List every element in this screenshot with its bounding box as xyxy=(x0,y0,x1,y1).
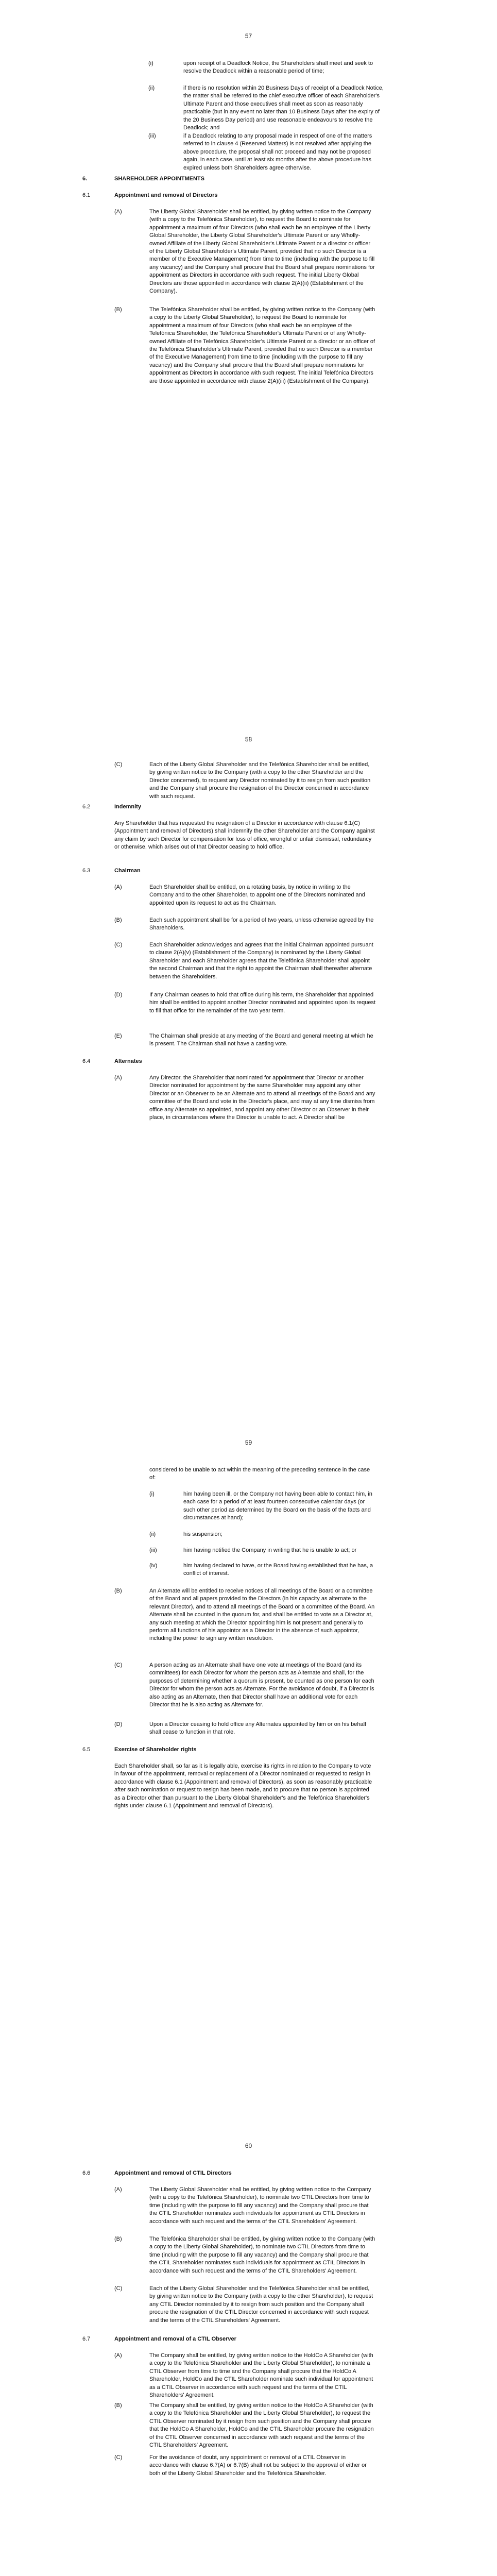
item-label: (iii) xyxy=(148,133,156,139)
clause-text: Any Shareholder that has requested the resignation of a Director in accordance with clause 6.1(C) (Appointment and removal of Directors) shall indemnify the other Shareholder and the Company against any claim by such Director for compensation for loss of office, wrongful or unfair dismissal, redundancy or otherwise, which arises out of that Director ceasing to hold office. xyxy=(114,820,375,851)
clause-label: (B) xyxy=(114,2236,122,2242)
clause-number: 6.6 xyxy=(82,2170,91,2176)
item-label: (iv) xyxy=(149,1563,158,1569)
clause-label: (A) xyxy=(114,209,122,215)
clause-title: Indemnity xyxy=(114,804,141,810)
clause-label: (C) xyxy=(114,761,123,768)
item-label: (iii) xyxy=(149,1547,157,1553)
clause-label: (C) xyxy=(114,2285,123,2292)
clause-number: 6.2 xyxy=(82,804,91,810)
item-text: him having notified the Company in writing that he is unable to act; or xyxy=(183,1547,357,1553)
item-label: (i) xyxy=(148,60,153,66)
clause-text: considered to be unable to act within the meaning of the preceding sentence in the case of: xyxy=(149,1467,370,1481)
clause-text: The Chairman shall preside at any meeting of the Board and general meeting at which he is present. The Chairman shall not have a casting vote. xyxy=(149,1033,373,1047)
clause-title: Appointment and removal of CTIL Directors xyxy=(114,2170,232,2176)
clause-number: 6.1 xyxy=(82,192,91,198)
clause-title: Exercise of Shareholder rights xyxy=(114,1747,197,1753)
clause-title: Appointment and removal of a CTIL Observer xyxy=(114,2336,236,2342)
clause-label: (A) xyxy=(114,2352,122,2359)
item-label: (ii) xyxy=(149,1531,156,1537)
clause-text: Each of the Liberty Global Shareholder and the Telefónica Shareholder shall be entitled, by giving written notice to the Company (with a copy to the other Shareholder and the Director concerned), to request any Director nominated by it to resign from such position and the Company shall procure the resignation of the Director concerned in accordance with such request. xyxy=(149,761,371,800)
page-58 xyxy=(0,703,497,1406)
clause-label: (C) xyxy=(114,1662,123,1668)
clause-text: An Alternate will be entitled to receive notices of all meetings of the Board or a committee of the Board and all papers provided to the Directors (in his capacity as alternate to the relevant Director), and to attend all meetings of the Board or a committee of the Board. An Alternate shall be counted in the quorum for, and shall be entitled to vote as a Director at, any such meeting at which the Director appointing him is not present and generally to perform all functions of his appointor as a Director in the absence of such appointor, including the power to sign any written resolution. xyxy=(149,1588,375,1642)
clause-label: (B) xyxy=(114,1588,122,1594)
page-number: 60 xyxy=(245,2142,252,2149)
clause-number: 6.5 xyxy=(82,1747,91,1753)
clause-label: (B) xyxy=(114,917,122,923)
section-number: 6. xyxy=(82,176,88,182)
clause-text: The Company shall be entitled, by giving written notice to the HoldCo A Shareholder (with a copy to the Telefónica Shareholder and the Liberty Global Shareholder), to nominate a CTIL Observer from time to time and the Company shall procure that the HoldCo A Shareholder, HoldCo and the CTIL Shareholder nominate such individual for appointment as a CTIL Observer in accordance with such request and the terms of the CTIL Shareholders' Agreement. xyxy=(149,2352,373,2399)
clause-text: Any Director, the Shareholder that nominated for appointment that Director or another Director nominated for appointment by the same Shareholder may appoint any other Director or an Observer to be an Alternate and to attend all meetings of the Board and any committee of the Board and vote in the Director's place, and may at any time dismiss from office any Alternate so appointed, and appoint any other Director or an Observer in their place, in circumstances where the Director is unable to act. A Director shall be xyxy=(149,1075,375,1121)
clause-label: (E) xyxy=(114,1033,122,1039)
page-number: 59 xyxy=(245,1439,252,1446)
item-label: (i) xyxy=(149,1491,155,1497)
clause-label: (B) xyxy=(114,2402,122,2409)
item-text: upon receipt of a Deadlock Notice, the Shareholders shall meet and seek to resolve the Deadlock within a reasonable period of time; xyxy=(183,60,373,75)
clause-number: 6.7 xyxy=(82,2336,91,2342)
item-text: his suspension; xyxy=(183,1531,222,1537)
clause-text: Upon a Director ceasing to hold office any Alternates appointed by him or on his behalf shall cease to function in that role. xyxy=(149,1721,367,1736)
clause-label: (B) xyxy=(114,307,122,313)
clause-text: The Company shall be entitled, by giving written notice to the HoldCo A Shareholder (with a copy to the Telefónica Shareholder and the Liberty Global Shareholder), to request the CTIL Observer nominated by it resign from such position and the Company shall procure that the HoldCo A Shareholder, HoldCo and the CTIL Shareholder procure the resignation of the CTIL Observer concerned in accordance with such request and the terms of the CTIL Shareholders' Agreement. xyxy=(149,2402,374,2449)
page-60 xyxy=(0,2110,497,2576)
clause-text: Each Shareholder shall, so far as it is legally able, exercise its rights in relation to the Company to vote in favour of the appointment, removal or replacement of a Director nominated or requested to resign in accordance with clause 6.1 (Appointment and removal of Directors), as soon as reasonably practicable after such nomination or request to resign has been made, and to procure that no person is appointed as a Director other than pursuant to the Liberty Global Shareholder's and the Telefónica Shareholder's rights under clause 6.1 (Appointment and removal of Directors). xyxy=(114,1763,372,1809)
clause-label: (A) xyxy=(114,2187,122,2193)
clause-text: A person acting as an Alternate shall have one vote at meetings of the Board (and its committees) for each Director for whom the person acts as Alternate and shall, for the purposes of determining whether a quorum is present, be counted as one person for each Director for whom the person acts as Alternate. For the avoidance of doubt, if a Director is also acting as an Alternate, then that Director shall have an additional vote for each Director that he is also acting as Alternate for. xyxy=(149,1662,374,1708)
clause-label: (A) xyxy=(114,1075,122,1081)
clause-text: The Liberty Global Shareholder shall be entitled, by giving written notice to the Company (with a copy to the Telefónica Shareholder), to nominate two CTIL Directors from time to time (including with the purpose to fill any vacancy) and the Company shall procure that the CTIL Shareholder nominates such individuals for appointment as CTIL Directors in accordance with such request and the terms of the CTIL Shareholders' Agreement. xyxy=(149,2187,371,2225)
page-number: 58 xyxy=(245,736,252,743)
item-text: him having been ill, or the Company not having been able to contact him, in each case for a period of at least fourteen consecutive calendar days (or such other period as determined by the Board on the basis of the facts and circumstances at hand); xyxy=(183,1491,372,1521)
item-label: (ii) xyxy=(148,85,155,91)
clause-text: Each Shareholder shall be entitled, on a rotating basis, by notice in writing to the Company and to the other Shareholder, to appoint one of the Directors nominated and appointed upon its request to act as the Chairman. xyxy=(149,884,365,906)
page-59 xyxy=(0,1406,497,2110)
clause-text: Each Shareholder acknowledges and agrees that the initial Chairman appointed pursuant to clause 2(A)(v) (Establishment of the Company) is nominated by the Liberty Global Shareholder and each Shareholder agrees that the Telefónica Shareholder shall appoint the second Chairman and that the right to appoint the Chairman shall thereafter alternate between the Shareholders. xyxy=(149,942,373,980)
clause-text: If any Chairman ceases to hold that office during his term, the Shareholder that appointed him shall be entitled to appoint another Director nominated and appointed upon its request to fill that office for the remainder of the two year term. xyxy=(149,992,376,1014)
clause-label: (C) xyxy=(114,2454,123,2461)
item-text: him having declared to have, or the Board having established that he has, a conflict of interest. xyxy=(183,1563,373,1577)
clause-title: Appointment and removal of Directors xyxy=(114,192,218,198)
page-number: 57 xyxy=(245,32,252,40)
clause-number: 6.4 xyxy=(82,1058,91,1064)
clause-title: Alternates xyxy=(114,1058,142,1064)
clause-text: The Telefónica Shareholder shall be entitled, by giving written notice to the Company (with a copy to the Liberty Global Shareholder), to nominate two CTIL Directors from time to time (including with the purpose to fill any vacancy) and the Company shall procure that the CTIL Shareholder nominates such individuals for appointment as CTIL Directors in accordance with such request and the terms of the CTIL Shareholders' Agreement. xyxy=(149,2236,375,2274)
clause-number: 6.3 xyxy=(82,868,91,874)
item-text: if there is no resolution within 20 Business Days of receipt of a Deadlock Notice, the matter shall be referred to the chief executive officer of each Shareholder's Ultimate Parent and those executives shall meet as soon as reasonably practicable (but in any event no later than 10 Business Days after the expiry of the 20 Business Day period) and use reasonable endeavours to resolve the Deadlock; and xyxy=(183,85,384,131)
clause-title: Chairman xyxy=(114,868,141,874)
clause-label: (D) xyxy=(114,1721,123,1727)
clause-text: Each of the Liberty Global Shareholder and the Telefónica Shareholder shall be entitled, by giving written notice to the Company (with a copy to the other Shareholder), to request any CTIL Director nominated by it to resign from such position and the Company shall procure the resignation of the CTIL Director concerned in accordance with such request and the terms of the CTIL Shareholders' Agreement. xyxy=(149,2285,373,2324)
clause-label: (C) xyxy=(114,942,123,948)
item-text: if a Deadlock relating to any proposal made in respect of one of the matters referred to in clause 4 (Reserved Matters) is not resolved after applying the above procedure, the proposal shall not proceed and may not be proposed again, in each case, until at least six months after the above procedure has expired unless both Shareholders agree otherwise. xyxy=(183,133,372,171)
page-57 xyxy=(0,0,497,703)
section-title: SHAREHOLDER APPOINTMENTS xyxy=(114,176,204,182)
clause-text: Each such appointment shall be for a period of two years, unless otherwise agreed by the Shareholders. xyxy=(149,917,374,931)
clause-text: For the avoidance of doubt, any appointment or removal of a CTIL Observer in accordance with clause 6.7(A) or 6.7(B) shall not be subject to the approval of either or both of the Liberty Global Shareholder and the Telefónica Shareholder. xyxy=(149,2454,367,2477)
clause-text: The Liberty Global Shareholder shall be entitled, by giving written notice to the Company (with a copy to the Telefónica Shareholder), to request the Board to nominate for appointment a maximum of four Directors (who shall each be an employee of the Liberty Global Shareholder, the Liberty Global Shareholder's Ultimate Parent or any Wholly-owned Affiliate of the Liberty Global Shareholder's Ultimate Parent or a director or officer of the Liberty Global Shareholder's Ultimate Parent, provided that no such Director is a member of the Executive Management) from time to time (including with the purpose to fill any vacancy) and the Company shall procure that the Board shall prepare nominations for appointment as Directors in accordance with such request. The initial Liberty Global Directors are those appointed in accordance with clause 2(A)(ii) (Establishment of the Company). xyxy=(149,209,375,295)
clause-text: The Telefónica Shareholder shall be entitled, by giving written notice to the Company (with a copy to the Liberty Global Shareholder), to request the Board to nominate for appointment a maximum of four Directors (who shall each be an employee of the Telefónica Shareholder, the Telefónica Shareholder's Ultimate Parent or of any Wholly-owned Affiliate of the Telefónica Shareholder's Ultimate Parent or a director or an officer of the Telefónica Shareholder's Ultimate Parent, provided that no such Director is a member of the Executive Management) from time to time (including with the purpose to fill any vacancy) and the Company shall procure that the Board shall prepare nominations for appointment as Directors in accordance with such request. The initial Telefónica Directors are those appointed in accordance with clause 2(A)(iii) (Establishment of the Company). xyxy=(149,307,375,384)
clause-label: (D) xyxy=(114,992,123,998)
clause-label: (A) xyxy=(114,884,122,890)
